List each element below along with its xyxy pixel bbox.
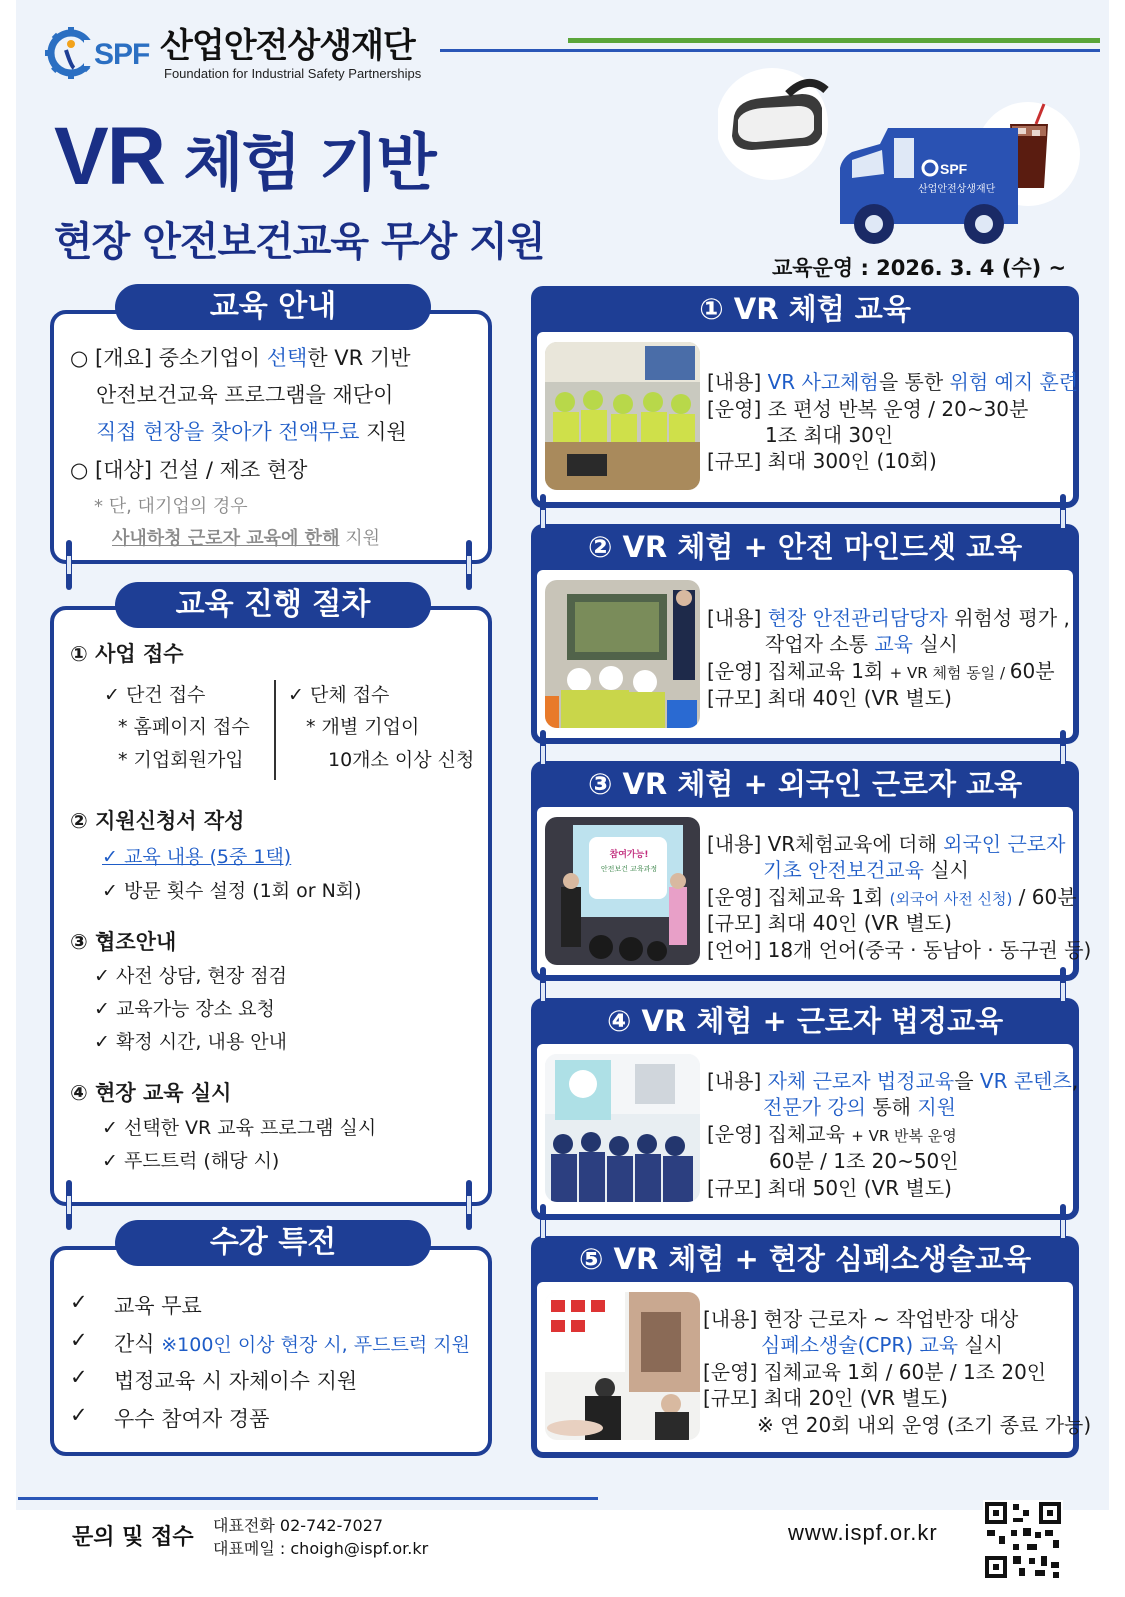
program-5-content-cont: 심폐소생술(CPR) 교육 실시 (761, 1333, 1004, 1357)
program-4-content-cont: 전문가 강의 통해 지원 (763, 1095, 956, 1119)
photo-sign-line2: 안전보건 교육과정 (600, 865, 658, 873)
program-4-operation: [운영] 집체교육 + VR 반복 운영 (707, 1122, 957, 1146)
gear-logo-icon (44, 26, 98, 80)
guide-heading: 교육 안내 (115, 284, 431, 330)
binder-ring-icon (64, 1180, 74, 1230)
contact-phone: 대표전화 02-742-7027 (213, 1516, 384, 1535)
truck-logo-text: SPF (940, 161, 968, 177)
step4-item2: ✓ 푸드트럭 (해당 시) (102, 1150, 280, 1172)
process-heading: 교육 진행 절차 (115, 582, 431, 628)
benefit-item-1: 교육 무료 (114, 1294, 202, 1318)
process-step1-title: ① 사업 접수 (70, 642, 184, 666)
org-english-name: Foundation for Industrial Safety Partnerships (164, 66, 422, 81)
step1-group-label: ✓ 단체 접수 (288, 684, 390, 706)
org-name: 산업안전상생재단 (160, 26, 415, 66)
binder-ring-icon (538, 494, 548, 544)
program-3-body (537, 807, 1092, 975)
benefit-item-3: 법정교육 시 자체이수 지원 (114, 1369, 358, 1393)
program-3-content: [내용] VR체험교육에 더해 외국인 근로자 (707, 832, 1066, 856)
program-5-title: ⑤ VR 체험 + 현장 심폐소생술교육 (578, 1242, 1032, 1276)
step1-single-note2: * 기업회원가입 (118, 749, 244, 771)
vr-class-photo (545, 342, 700, 490)
binder-ring-icon (64, 540, 74, 590)
main-title-vr: VR (54, 111, 164, 202)
program-3-content-cont: 기초 안전보건교육 실시 (763, 858, 969, 882)
program-2-body (537, 570, 1073, 738)
binder-ring-icon (464, 1180, 474, 1230)
binder-ring-icon (464, 540, 474, 590)
program-1-content: [내용] VR 사고체험을 통한 위험 예지 훈련 (707, 370, 1079, 394)
guide-note-line1: * 단, 대기업의 경우 (94, 496, 248, 517)
guide-overview-line3: 직접 현장을 찾아가 전액무료 지원 (96, 420, 407, 444)
foreign-worker-class-photo (545, 817, 700, 965)
benefit-check-icon: ✓ (70, 1403, 88, 1427)
program-2-title: ② VR 체험 + 안전 마인드셋 교육 (587, 530, 1023, 564)
main-title-rest: 체험 기반 (163, 126, 435, 199)
program-2-operation: [운영] 집체교육 1회 + VR 체험 동일 / 60분 (707, 659, 1055, 683)
program-1-title: ① VR 체험 교육 (699, 292, 911, 326)
step1-single-note1: * 홈페이지 접수 (118, 716, 250, 738)
process-step4-title: ④ 현장 교육 실시 (70, 1081, 232, 1105)
contact-email[interactable]: 대표메일 : choigh@ispf.or.kr (213, 1539, 429, 1558)
cpr-training-photo (545, 1292, 700, 1440)
program-5-operation: [운영] 집체교육 1회 / 60분 / 1조 20인 (703, 1360, 1047, 1384)
program-card-5 (531, 1236, 1092, 1458)
header-rule-green (568, 38, 1100, 43)
sub-title: 현장 안전보건교육 무상 지원 (54, 219, 545, 265)
step2-item1: ✓ 교육 내용 (5중 1택) (102, 846, 292, 868)
program-card-3 (531, 761, 1092, 981)
step3-item2: ✓ 교육가능 장소 요청 (94, 998, 275, 1020)
binder-ring-icon (1058, 967, 1068, 1017)
program-5-content: [내용] 현장 근로자 ~ 작업반장 대상 (703, 1307, 1019, 1331)
program-1-operation: [운영] 조 편성 반복 운영 / 20~30분 (707, 397, 1029, 421)
program-card-1 (531, 286, 1079, 508)
step4-item1: ✓ 선택한 VR 교육 프로그램 실시 (102, 1117, 377, 1139)
mindset-class-photo (545, 580, 700, 728)
program-2-content: [내용] 현장 안전관리담당자 위험성 평가 , (707, 606, 1070, 630)
process-step2-title: ② 지원신청서 작성 (70, 809, 245, 833)
logo-text: SPF (94, 38, 150, 71)
step3-item3: ✓ 확정 시간, 내용 안내 (94, 1031, 287, 1053)
step1-divider (274, 680, 276, 780)
guide-overview-line1: ○ [개요] 중소기업이 선택한 VR 기반 (70, 346, 411, 370)
header-rule-blue (440, 49, 1100, 52)
footer-rule (18, 1497, 598, 1500)
step1-group-note1: * 개별 기업이 (306, 716, 420, 738)
binder-ring-icon (538, 967, 548, 1017)
benefits-heading: 수강 특전 (115, 1220, 431, 1266)
website-link[interactable]: www.ispf.or.kr (788, 1520, 938, 1545)
program-2-content-cont: 작업자 소통 교육 실시 (765, 632, 958, 656)
program-4-title: ④ VR 체험 + 근로자 법정교육 (606, 1004, 1004, 1038)
program-3-operation: [운영] 집체교육 1회 (외국어 사전 신청) / 60분 (707, 885, 1077, 909)
program-3-scale: [규모] 최대 40인 (VR 별도) (707, 911, 952, 935)
step1-single-label: ✓ 단건 접수 (104, 684, 206, 706)
program-3-title: ③ VR 체험 + 외국인 근로자 교육 (587, 767, 1023, 801)
step3-item1: ✓ 사전 상담, 현장 점검 (94, 965, 287, 987)
program-2-scale: [규모] 최대 40인 (VR 별도) (707, 686, 952, 710)
program-card-2 (531, 524, 1079, 744)
benefit-item-4: 우수 참여자 경품 (114, 1407, 270, 1431)
legal-training-photo (545, 1054, 700, 1202)
program-1-group-size: 1조 최대 30인 (765, 423, 894, 447)
program-5-scale: [규모] 최대 20인 (VR 별도) (703, 1386, 948, 1410)
contact-label: 문의 및 접수 (72, 1525, 194, 1550)
run-date: 교육운영 : 2026. 3. 4 (수) ~ (772, 256, 1067, 280)
benefit-check-icon: ✓ (70, 1365, 88, 1389)
program-5-note: ※ 연 20회 내외 운영 (조기 종료 가능) (757, 1413, 1092, 1437)
program-4-content: [내용] 자체 근로자 법정교육을 VR 콘텐츠, (707, 1069, 1079, 1093)
truck-org-text: 산업안전상생재단 (918, 184, 996, 195)
benefit-check-icon: ✓ (70, 1328, 88, 1352)
vr-truck-illustration (718, 64, 1090, 260)
main-title (54, 110, 435, 204)
photo-sign-line1: 참여가능! (609, 850, 649, 860)
program-1-scale: [규모] 최대 300인 (10회) (707, 449, 937, 473)
benefit-item-2: 간식 ※100인 이상 현장 시, 푸드트럭 지원 (114, 1332, 470, 1356)
program-3-languages: [언어] 18개 언어(중국 · 동남아 · 동구권 등) (707, 938, 1092, 962)
binder-ring-icon (538, 1204, 548, 1254)
step2-item2: ✓ 방문 횟수 설정 (1회 or N회) (102, 880, 362, 902)
ispf-logo (44, 24, 152, 84)
benefit-check-icon: ✓ (70, 1290, 88, 1314)
program-4-duration: 60분 / 1조 20~50인 (769, 1149, 959, 1173)
guide-note-line2: 사내하청 근로자 교육에 한해 지원 (112, 528, 380, 549)
program-4-body (537, 1044, 1079, 1214)
process-step3-title: ③ 협조안내 (70, 930, 177, 954)
program-4-scale: [규모] 최대 50인 (VR 별도) (707, 1176, 952, 1200)
binder-ring-icon (1058, 1204, 1068, 1254)
program-card-4 (531, 998, 1079, 1220)
guide-target-line: ○ [대상] 건설 / 제조 현장 (70, 458, 308, 482)
qr-code-icon[interactable] (983, 1500, 1063, 1580)
binder-ring-icon (1058, 494, 1068, 544)
program-5-body (537, 1282, 1092, 1452)
step1-group-note2: 10개소 이상 신청 (328, 749, 475, 771)
program-1-body (537, 332, 1079, 502)
guide-overview-line2: 안전보건교육 프로그램을 재단이 (96, 383, 394, 407)
binder-ring-icon (1058, 730, 1068, 780)
binder-ring-icon (538, 730, 548, 780)
